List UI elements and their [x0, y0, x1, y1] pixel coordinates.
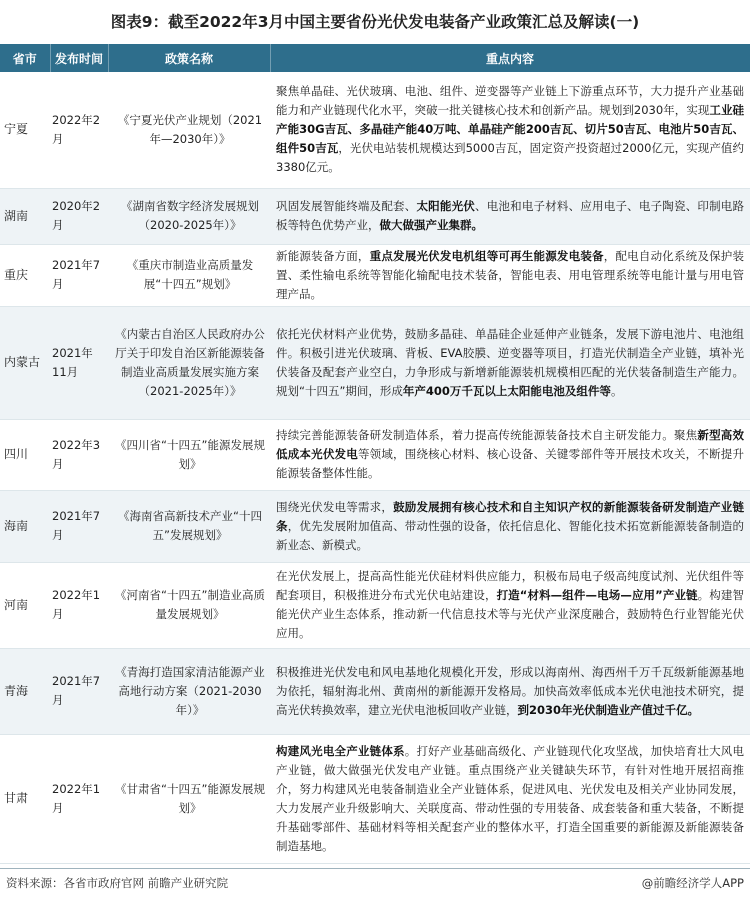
source-note: 资料来源：各省市政府官网 前瞻产业研究院	[6, 876, 229, 890]
highlight-text: 到2030年光伏制造业产值过千亿。	[517, 702, 700, 717]
province-cell: 重庆	[0, 244, 50, 306]
highlight-text: 构建风光电全产业链体系	[276, 743, 405, 758]
table-row	[0, 244, 750, 306]
content-text: 。	[610, 383, 623, 398]
content-text: 聚焦单晶硅、光伏玻璃、电池、组件、逆变器等产业链上下游重点环节，大力提升产业基础能力和产业链现代化水平，突破一批关键核心技术和创新产品。规划到2030年，实现	[276, 84, 744, 118]
policy-name-cell: 《甘肃省“十四五”能源发展规划》	[108, 734, 270, 863]
province-cell: 湖南	[0, 188, 50, 244]
table-row	[0, 648, 750, 734]
date-cell: 2021年7月	[50, 648, 108, 734]
content-cell	[270, 306, 750, 419]
footer	[0, 873, 750, 895]
table-row	[0, 734, 750, 863]
highlight-text: 重点发展光伏发电机组等可再生能源发电装备	[369, 248, 604, 263]
date-cell: 2021年7月	[50, 490, 108, 562]
date-cell: 2021年7月	[50, 244, 108, 306]
content-cell	[270, 419, 750, 490]
highlight-text: 工业硅产能30G吉瓦、多晶硅产能40万吨、单晶硅产能200吉瓦、切片50吉瓦、电池片50吉瓦、组件50吉瓦	[276, 103, 744, 156]
date-cell: 2022年2月	[50, 72, 108, 188]
policy-name-cell: 《湖南省数字经济发展规划（2020-2025年）》	[108, 188, 270, 244]
content-text: 、电池和电子材料、应用电子、电子陶瓷、印制电路板等特色优势产业，	[276, 199, 745, 232]
content-text: 依托光伏材料产业优势，鼓励多晶硅、单晶硅企业延伸产业链条，发展下游电池片、电池组件。积极引进光伏玻璃、背板、EVA胶膜、逆变器等项目，打造光伏制造全产业链，填补光伏装备及配套产业空白，力争形成与新增新能源装机规模相匹配的光伏装备制造生产能力。规划“十四五”期间，形成	[276, 326, 744, 398]
brand-credit: @前瞻经济学人APP	[641, 876, 744, 890]
content-text: 在光伏发展上，提高高性能光伏硅材料供应能力，积极布局电子级高纯度试剂、光伏组件等配套项目，积极推进分布式光伏电站建设，	[276, 569, 744, 602]
content-text: 积极推进光伏发电和风电基地化规模化开发，形成以海南州、海西州千万千瓦级新能源基地为依托，辐射海北州、黄南州的新能源开发格局。加快高效率低成本光伏电池技术研究，提高光伏转换效率，建立光伏电池板回收产业链，	[276, 664, 744, 717]
header-content: 重点内容	[270, 44, 750, 72]
province-cell: 四川	[0, 419, 50, 490]
header-policy: 政策名称	[108, 44, 270, 72]
policy-table	[0, 44, 750, 864]
policy-name-cell: 《四川省“十四五”能源发展规划》	[108, 419, 270, 490]
content-cell	[270, 734, 750, 863]
content-cell	[270, 648, 750, 734]
footer-divider	[0, 868, 750, 869]
table-row	[0, 72, 750, 188]
policy-name-cell: 《青海打造国家清洁能源产业高地行动方案（2021-2030年）》	[108, 648, 270, 734]
date-cell: 2020年2月	[50, 188, 108, 244]
policy-name-cell: 《内蒙古自治区人民政府办公厅关于印发自治区新能源装备制造业高质量发展实施方案（2021-2025年）》	[108, 306, 270, 419]
content-text: ，配电自动化系统及保护装置、柔性输电系统等智能化输配电技术装备，智能电表、用电管理系统等电能计量与用电管理产品。	[276, 248, 745, 301]
table-row	[0, 306, 750, 419]
content-text: 等领域，围绕核心材料、核心设备、关键零部件等开展技术攻关，不断提升能源装备整体性能。	[276, 447, 744, 480]
highlight-text: 做大做强产业集群。	[379, 218, 483, 232]
content-text: ，光伏电站装机规模达到5000吉瓦，固定资产投资超过2000亿元，实现产值约3380亿元。	[276, 141, 744, 175]
table-row	[0, 188, 750, 244]
content-cell	[270, 244, 750, 306]
highlight-text: 年产400万千瓦以上太阳能电池及组件等	[402, 383, 611, 398]
chart-title: 图表9：截至2022年3月中国主要省份光伏发电装备产业政策汇总及解读(一)	[110, 13, 640, 31]
highlight-text: 新型高效低成本光伏发电	[276, 428, 745, 461]
content-text: 新能源装备方面，	[276, 248, 370, 263]
content-text: 。构建智能光伏产业生态体系，推动新一代信息技术等与光伏产业深度融合，鼓励特色行业智能光伏应用。	[276, 588, 744, 640]
highlight-text: 鼓励发展拥有核心技术和自主知识产权的新能源装备研发制造产业链条	[276, 499, 745, 533]
content-text: 持续完善能源装备研发制造体系，着力提高传统能源装备技术自主研发能力。聚焦	[276, 428, 698, 442]
content-cell	[270, 188, 750, 244]
content-cell	[270, 562, 750, 648]
date-cell: 2021年11月	[50, 306, 108, 419]
highlight-text: 打造“材料—组件—电场—应用”产业链	[496, 588, 698, 602]
header-province: 省市	[0, 44, 50, 72]
content-text: 围绕光伏发电等需求，	[276, 499, 394, 514]
province-cell: 内蒙古	[0, 306, 50, 419]
policy-name-cell: 《河南省“十四五”制造业高质量发展规划》	[108, 562, 270, 648]
date-cell: 2022年1月	[50, 562, 108, 648]
content-text: 巩固发展智能终端及配套、	[276, 199, 417, 213]
table-body	[0, 72, 750, 863]
header-date: 发布时间	[50, 44, 108, 72]
province-cell: 宁夏	[0, 72, 50, 188]
content-cell	[270, 490, 750, 562]
content-text: ，优先发展附加值高、带动性强的设备，依托信息化、智能化技术拓宽新能源装备制造的新业态、新模式。	[276, 518, 745, 552]
policy-name-cell: 《重庆市制造业高质量发展“十四五”规划》	[108, 244, 270, 306]
policy-name-cell: 《海南省高新技术产业“十四五”发展规划》	[108, 490, 270, 562]
policy-name-cell: 《宁夏光伏产业规划（2021年—2030年）》	[108, 72, 270, 188]
content-text: 。打好产业基础高级化、产业链现代化攻坚战，加快培育壮大风电产业链，做大做强光伏发电产业链。重点围绕产业关键缺失环节，有针对性地开展招商推介，努力构建风光电装备制造业全产业链体系，促进风电、光伏发电及相关产业协同发展，大力发展产业升级影响大、关联度高、带动性强的专用装备、成套装备和重大装备，不断提升基础零部件、基础材料等相关配套产业的整体水平，打造全国重要的新能源及新能源装备制造基地。	[276, 743, 745, 853]
province-cell: 青海	[0, 648, 50, 734]
province-cell: 甘肃	[0, 734, 50, 863]
table-row	[0, 419, 750, 490]
province-cell: 海南	[0, 490, 50, 562]
date-cell: 2022年1月	[50, 734, 108, 863]
table-header	[0, 44, 750, 72]
highlight-text: 太阳能光伏	[416, 199, 475, 213]
date-cell: 2022年3月	[50, 419, 108, 490]
province-cell: 河南	[0, 562, 50, 648]
content-cell	[270, 72, 750, 188]
table-row	[0, 490, 750, 562]
table-row	[0, 562, 750, 648]
